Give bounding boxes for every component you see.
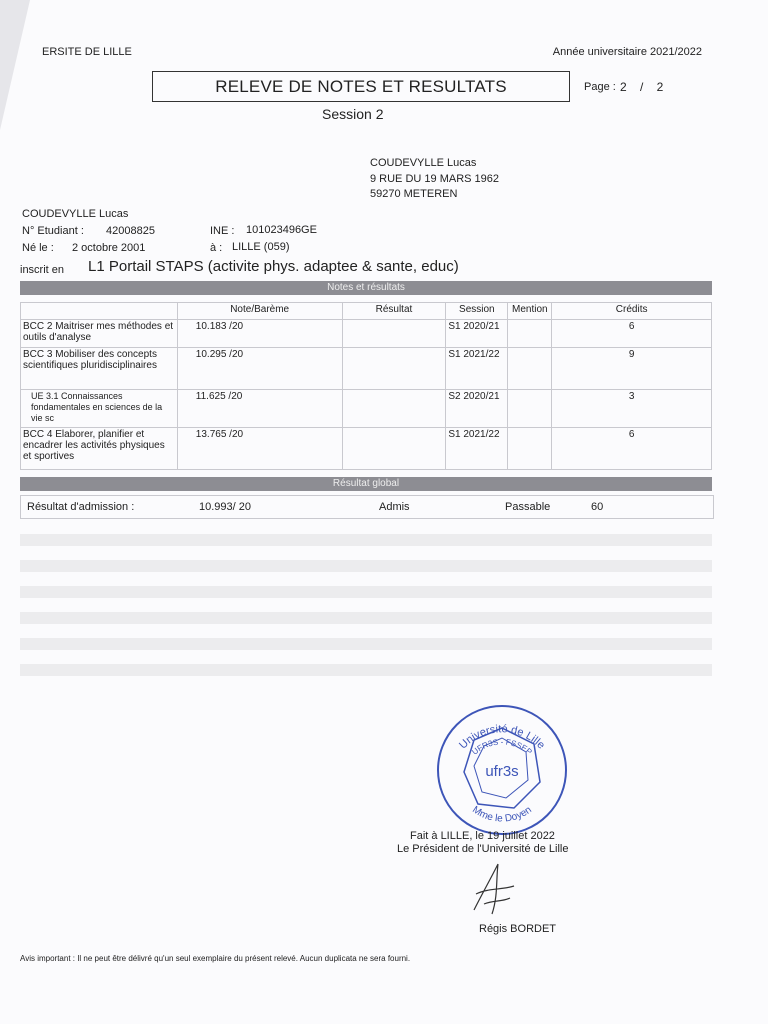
course-result xyxy=(342,348,446,390)
course-label: UE 3.1 Connaissances fondamentales en sciences de la vie sc xyxy=(21,390,178,428)
folded-corner xyxy=(0,0,30,130)
academic-year: Année universitaire 2021/2022 xyxy=(552,46,702,58)
course-mention xyxy=(508,348,552,390)
signature-scribble xyxy=(468,860,518,916)
global-result-row xyxy=(20,495,714,519)
page-label: Page : xyxy=(584,81,616,93)
course-result xyxy=(342,390,446,428)
admission-mention: Passable xyxy=(505,501,551,513)
column-header: Mention xyxy=(508,303,552,320)
ine-value: 101023496GE xyxy=(246,224,317,236)
program-name: L1 Portail STAPS (activite phys. adaptee & sante, educ) xyxy=(88,258,459,275)
course-note: 10.183 /20 xyxy=(177,320,342,348)
course-label: BCC 4 Elaborer, planifier et encadrer les activités physiques et sportives xyxy=(21,428,178,470)
course-label: BCC 3 Mobiliser des concepts scientifiques pluridisciplinaires xyxy=(21,348,178,390)
session-title: Session 2 xyxy=(322,106,384,122)
column-header: Note/Barème xyxy=(177,303,342,320)
course-note: 13.765 /20 xyxy=(177,428,342,470)
table-header-row xyxy=(21,303,712,320)
admission-credits: 60 xyxy=(591,501,604,513)
ine-label: INE : xyxy=(210,225,235,237)
address-street: 9 RUE DU 19 MARS 1962 xyxy=(370,173,499,185)
table-row xyxy=(21,348,712,390)
course-mention xyxy=(508,320,552,348)
table-row xyxy=(21,428,712,470)
born-date: 2 octobre 2001 xyxy=(72,242,146,254)
course-result xyxy=(342,320,446,348)
admission-result: Admis xyxy=(379,501,410,513)
table-row xyxy=(21,390,712,428)
course-session: S1 2020/21 xyxy=(446,320,508,348)
column-header xyxy=(21,303,178,320)
column-header: Session xyxy=(446,303,508,320)
university-name: ERSITE DE LILLE xyxy=(42,46,132,58)
stamp-logo: ufr3s xyxy=(485,763,519,780)
column-header: Crédits xyxy=(552,303,712,320)
course-label: BCC 2 Maitriser mes méthodes et outils d'analyse xyxy=(21,320,178,348)
table-row xyxy=(21,320,712,348)
stamp-ring-sub: UFR3S - FSSEP xyxy=(470,737,534,757)
course-credits: 9 xyxy=(552,348,712,390)
title-box xyxy=(152,71,570,102)
grades-table xyxy=(20,302,712,470)
university-stamp xyxy=(422,700,582,840)
global-band: Résultat global xyxy=(20,477,712,491)
place-label: à : xyxy=(210,242,223,254)
address-city: 59270 METEREN xyxy=(370,188,458,200)
fait-a-lille: Fait à LILLE, le 19 juillet 2022 xyxy=(410,830,555,842)
course-mention xyxy=(508,428,552,470)
course-credits: 6 xyxy=(552,320,712,348)
document-title: RELEVE DE NOTES ET RESULTATS xyxy=(215,77,507,96)
student-name: COUDEVYLLE Lucas xyxy=(22,208,129,220)
president-title: Le Président de l'Université de Lille xyxy=(397,843,569,855)
page-number: 2 / 2 xyxy=(620,80,669,94)
important-notice: Avis important : Il ne peut être délivré qu'un seul exemplaire du présent relevé. Aucun duplicata ne sera fourni. xyxy=(20,954,411,963)
stamp-ring-bottom: Mme le Doyen xyxy=(470,804,534,825)
course-credits: 6 xyxy=(552,428,712,470)
column-header: Résultat xyxy=(342,303,446,320)
birth-place: LILLE (059) xyxy=(232,241,290,253)
admission-label: Résultat d'admission : xyxy=(27,501,135,513)
admission-note: 10.993/ 20 xyxy=(199,501,251,513)
signer-name: Régis BORDET xyxy=(479,923,557,935)
born-label: Né le : xyxy=(22,242,54,254)
course-note: 11.625 /20 xyxy=(177,390,342,428)
course-session: S1 2021/22 xyxy=(446,348,508,390)
student-id-label: N° Etudiant : xyxy=(22,225,84,237)
course-session: S1 2021/22 xyxy=(446,428,508,470)
inscrit-label: inscrit en xyxy=(20,264,65,276)
course-result xyxy=(342,428,446,470)
course-session: S2 2020/21 xyxy=(446,390,508,428)
course-note: 10.295 /20 xyxy=(177,348,342,390)
stamp-ring-top: Université de Lille xyxy=(457,723,548,752)
course-credits: 3 xyxy=(552,390,712,428)
bleed-through-area xyxy=(20,520,712,730)
course-mention xyxy=(508,390,552,428)
student-id: 42008825 xyxy=(106,225,155,237)
grades-band: Notes et résultats xyxy=(20,281,712,295)
address-name: COUDEVYLLE Lucas xyxy=(370,157,477,169)
